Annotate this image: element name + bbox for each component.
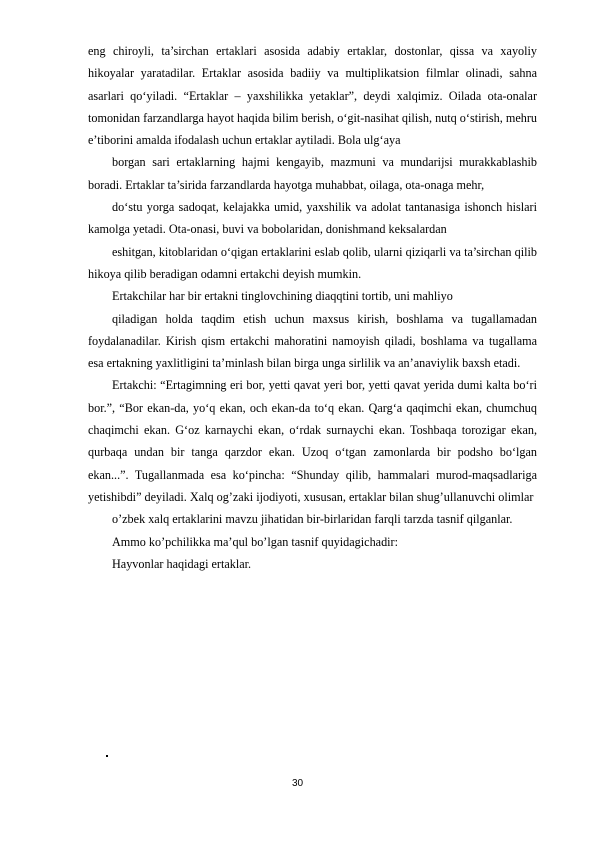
paragraph: do‘stu yorga sadoqat, kelajakka umid, yaxshilik va adolat tantanasiga ishonch hislari kamolga yetadi. Ota-onasi, buvi va bobolaridan, donishmand keksalardan — [88, 200, 537, 237]
list-marker — [106, 755, 108, 757]
paragraph: eshitgan, kitoblaridan o‘qigan ertaklarini eslab qolib, ularni qiziqarli va ta’sirchan qilib hikoya qilib beradigan odamni ertakchi deyish mumkin. — [88, 244, 537, 281]
body-text — [88, 40, 537, 575]
paragraph: o’zbek xalq ertaklarini mavzu jihatidan bir-birlaridan farqli tarzda tasnif qilganlar. — [112, 512, 513, 527]
paragraph: borgan sari ertaklarning hajmi kengayib, mazmuni va mundarijsi murakkablashib boradi. Ertaklar ta’sirida farzandlarda hayotga muhabbat, oilaga, ota-onaga mehr, — [88, 155, 537, 192]
paragraph: qiladigan holda taqdim etish uchun maxsus kirish, boshlama va tugallamadan foydalanadilar. Kirish qism ertakchi mahoratini namoyish qiladi, boshlama va tugallama esa ertakning yaxlitligini ta’minlash bilan birga unga sirlilik va an’anaviylik baxsh etadi. — [88, 311, 537, 371]
paragraph: Ammo ko’pchilikka ma’qul bo’lgan tasnif quyidagichadir: — [112, 534, 399, 549]
paragraph: Ertakchi: “Ertagimning eri bor, yetti qavat yeri bor, yetti qavat yerida dumi kalta bo‘ri bor.”, “Bor ekan-da, yo‘q ekan, och ekan-da to‘q ekan. Qarg‘a qaqimchi ekan, chumchuq chaqimchi ekan. G‘oz karnaychi ekan, o‘rdak surnaychi ekan. Toshbaqa torozigar ekan, qurbaqa undan bir tanga qarzdor ekan. Uzoq o‘tgan zamonlarda bir podsho bo‘lgan ekan...”. Tugallanmada esa ko‘pincha: “Shunday qilib, hammalari murod-maqsadlariga yetishibdi” deyiladi. Xalq og’zaki ijodiyoti, xususan, ertaklar bilan shug’ullanuvchi olimlar — [88, 378, 537, 504]
paragraph: Hayvonlar haqidagi ertaklar. — [112, 556, 252, 571]
page-number: 30 — [291, 778, 304, 789]
paragraph: eng chiroyli, ta’sirchan ertaklari asosida adabiy ertaklar, dostonlar, qissa va xayoliy hikoyalar yaratadilar. Ertaklar asosida badiiy va multiplikatsion filmlar olinadi, sahna asarlari qo‘yiladi. “Ertaklar – yaxshilikka yetaklar”, deydi xalqimiz. Oilada ota-onalar tomonidan farzandlarga hayot haqida bilim berish, o‘git-nasihat qilish, nutq o‘stirish, mehru e’tiborini amalda ifodalash uchun ertaklar aytiladi. Bola ulg‘aya — [88, 44, 537, 148]
paragraph: Ertakchilar har bir ertakni tinglovchining diaqqtini tortib, uni mahliyo — [112, 289, 453, 304]
